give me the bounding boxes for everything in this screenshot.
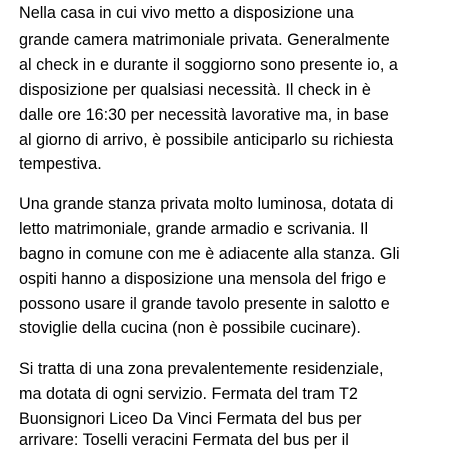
text-line: ospiti hanno a disposizione una mensola del frigo e (19, 270, 387, 288)
text-line: bagno in comune con me è adiacente alla stanza. Gli (19, 245, 400, 263)
text-line: grande camera matrimoniale privata. Generalmente (19, 31, 390, 49)
text-line: disposizione per qualsiasi necessità. Il check in è (19, 81, 371, 99)
text-line: arrivare: Toselli veracini Fermata del bus per il (19, 431, 349, 449)
text-line: dalle ore 16:30 per necessità lavorative ma, in base (19, 106, 389, 124)
text-line: Buonsignori Liceo Da Vinci Fermata del bus per (19, 410, 362, 428)
text-line: stoviglie della cucina (non è possibile cucinare). (19, 319, 361, 337)
text-line: possono usare il grande tavolo presente in salotto e (19, 295, 390, 313)
text-line: ma dotata di ogni servizio. Fermata del tram T2 (19, 385, 358, 403)
text-line: Nella casa in cui vivo metto a disposizione una (19, 4, 354, 22)
text-line: al check in e durante il soggiorno sono presente io, a (19, 56, 398, 74)
text-line: letto matrimoniale, grande armadio e scrivania. Il (19, 220, 369, 238)
text-line: al giorno di arrivo, è possibile anticiparlo su richiesta (19, 131, 394, 149)
text-line: Si tratta di una zona prevalentemente residenziale, (19, 360, 384, 378)
text-line: Una grande stanza privata molto luminosa, dotata di (19, 195, 394, 213)
text-line: tempestiva. (19, 155, 102, 173)
